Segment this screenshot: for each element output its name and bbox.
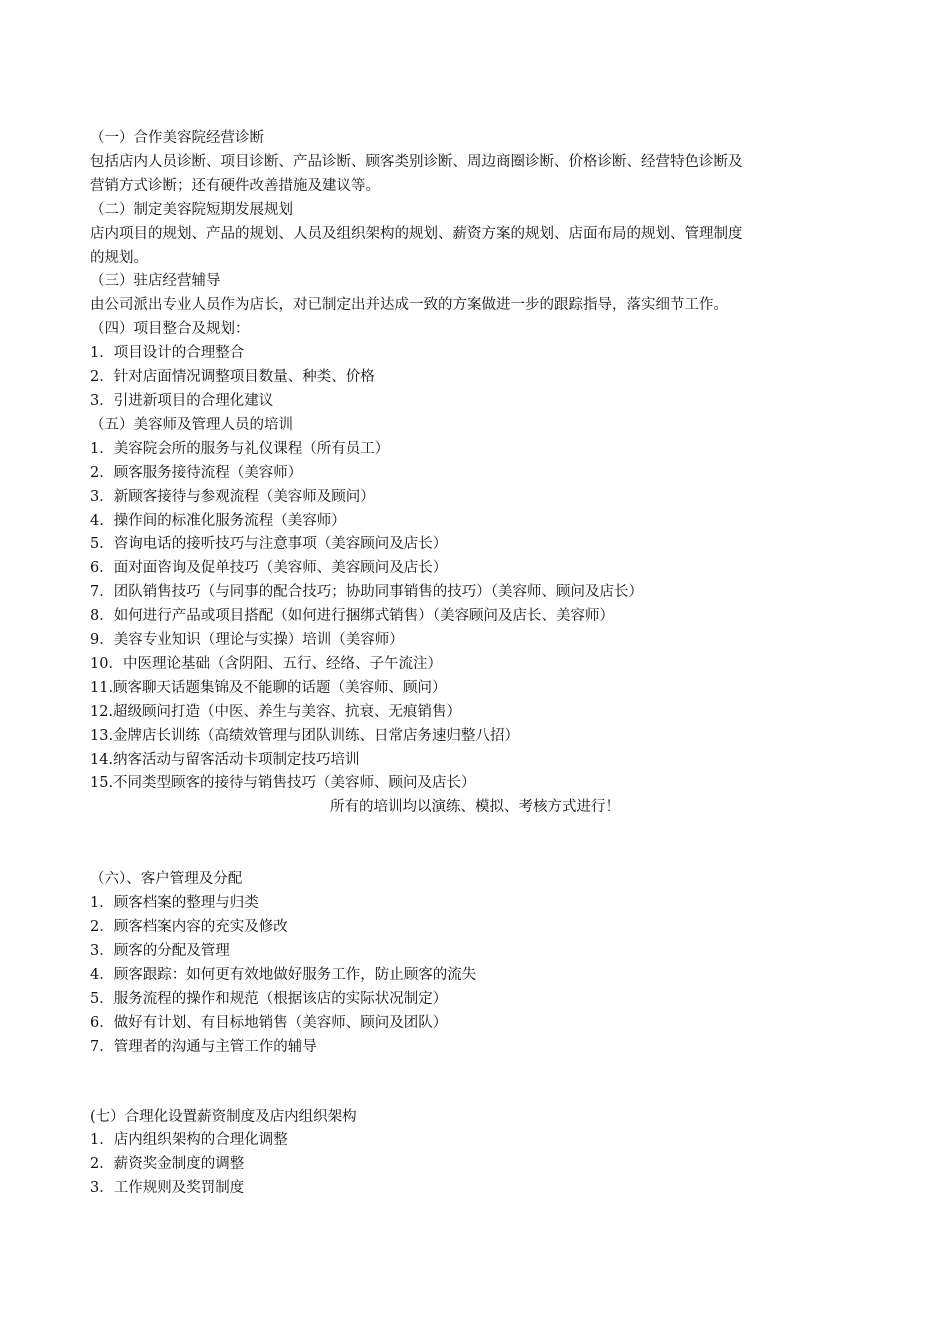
list-item: 7．管理者的沟通与主管工作的辅导 — [90, 1038, 317, 1055]
list-item: 6．做好有计划、有目标地销售（美容师、顾问及团队） — [90, 1014, 448, 1031]
list-item: 1．项目设计的合理整合 — [90, 345, 245, 362]
list-item: 3．顾客的分配及管理 — [90, 943, 230, 959]
section-4-heading: （四）项目整合及规划： — [90, 321, 250, 338]
section-6-heading: （六）、客户管理及分配 — [90, 871, 243, 888]
section-2-heading: （二）制定美容院短期发展规划 — [90, 201, 293, 218]
section-1-heading: （一）合作美容院经营诊断 — [90, 130, 264, 146]
list-item: 2．针对店面情况调整项目数量、种类、价格 — [90, 369, 375, 386]
list-item: 2．顾客档案内容的充实及修改 — [90, 919, 288, 936]
list-item: 12.超级顾问打造（中医、养生与美容、抗衰、无痕销售） — [90, 703, 462, 720]
list-item: 4．顾客跟踪：如何更有效地做好服务工作，防止顾客的流失 — [90, 966, 477, 983]
list-item: 14.纳客活动与留客活动卡项制定技巧培训 — [90, 751, 360, 768]
section-3-heading: （三）驻店经营辅导 — [90, 273, 221, 290]
section-3-body: 由公司派出专业人员作为店长，对已制定出并达成一致的方案做进一步的跟踪指导，落实细节工作。 — [90, 297, 728, 314]
list-item: 1．店内组织架构的合理化调整 — [90, 1132, 288, 1149]
list-item: 3．引进新项目的合理化建议 — [90, 392, 274, 409]
list-item: 6．面对面咨询及促单技巧（美容师、美容顾问及店长） — [90, 560, 448, 577]
section-2-body-line-1: 店内项目的规划、产品的规划、人员及组织架构的规划、薪资方案的规划、店面布局的规划、管理制度 — [90, 225, 743, 242]
list-item: 13.金牌店长训练（高绩效管理与团队训练、日常店务速归整八招） — [90, 727, 520, 744]
list-item: 1．美容院会所的服务与礼仪课程（所有员工） — [90, 440, 390, 457]
section-2-body-line-2: 的规划。 — [90, 249, 148, 266]
section-7-heading: (七）合理化设置薪资制度及店内组织架构 — [90, 1108, 357, 1125]
spacer — [90, 1060, 860, 1106]
section-1-body-line-2: 营销方式诊断；还有硬件改善措施及建议等。 — [90, 177, 380, 194]
list-item: 9．美容专业知识（理论与实操）培训（美容师） — [90, 632, 404, 649]
list-item: 5．咨询电话的接听技巧与注意事项（美容顾问及店长） — [90, 536, 448, 553]
list-item: 15.不同类型顾客的接待与销售技巧（美容师、顾问及店长） — [90, 775, 476, 792]
list-item: 2．顾客服务接待流程（美容师） — [90, 464, 303, 481]
spacer — [90, 820, 860, 868]
training-note: 所有的培训均以演练、模拟、考核方式进行！ — [330, 799, 620, 816]
list-item: 1．顾客档案的整理与归类 — [90, 895, 259, 912]
list-item: 4．操作间的标准化服务流程（美容师） — [90, 512, 346, 529]
section-1-body-line-1: 包括店内人员诊断、项目诊断、产品诊断、顾客类别诊断、周边商圈诊断、价格诊断、经营特色诊断及 — [90, 153, 743, 170]
list-item: 8．如何进行产品或项目搭配（如何进行捆绑式销售）（美容顾问及店长、美容师） — [90, 608, 614, 625]
list-item: 3．新顾客接待与参观流程（美容师及顾问） — [90, 488, 375, 505]
section-5-heading: （五）美容师及管理人员的培训 — [90, 416, 293, 433]
document-body — [90, 127, 860, 1201]
list-item: 11.顾客聊天话题集锦及不能聊的话题（美容师、顾问） — [90, 679, 447, 696]
list-item: 7．团队销售技巧（与同事的配合技巧；协助同事销售的技巧）（美容师、顾问及店长） — [90, 584, 643, 601]
list-item: 5．服务流程的操作和规范（根据该店的实际状况制定） — [90, 990, 448, 1007]
list-item: 3．工作规则及奖罚制度 — [90, 1180, 245, 1197]
list-item: 10．中医理论基础（含阴阳、五行、经络、子午流注） — [90, 655, 442, 672]
list-item: 2．薪资奖金制度的调整 — [90, 1156, 245, 1173]
